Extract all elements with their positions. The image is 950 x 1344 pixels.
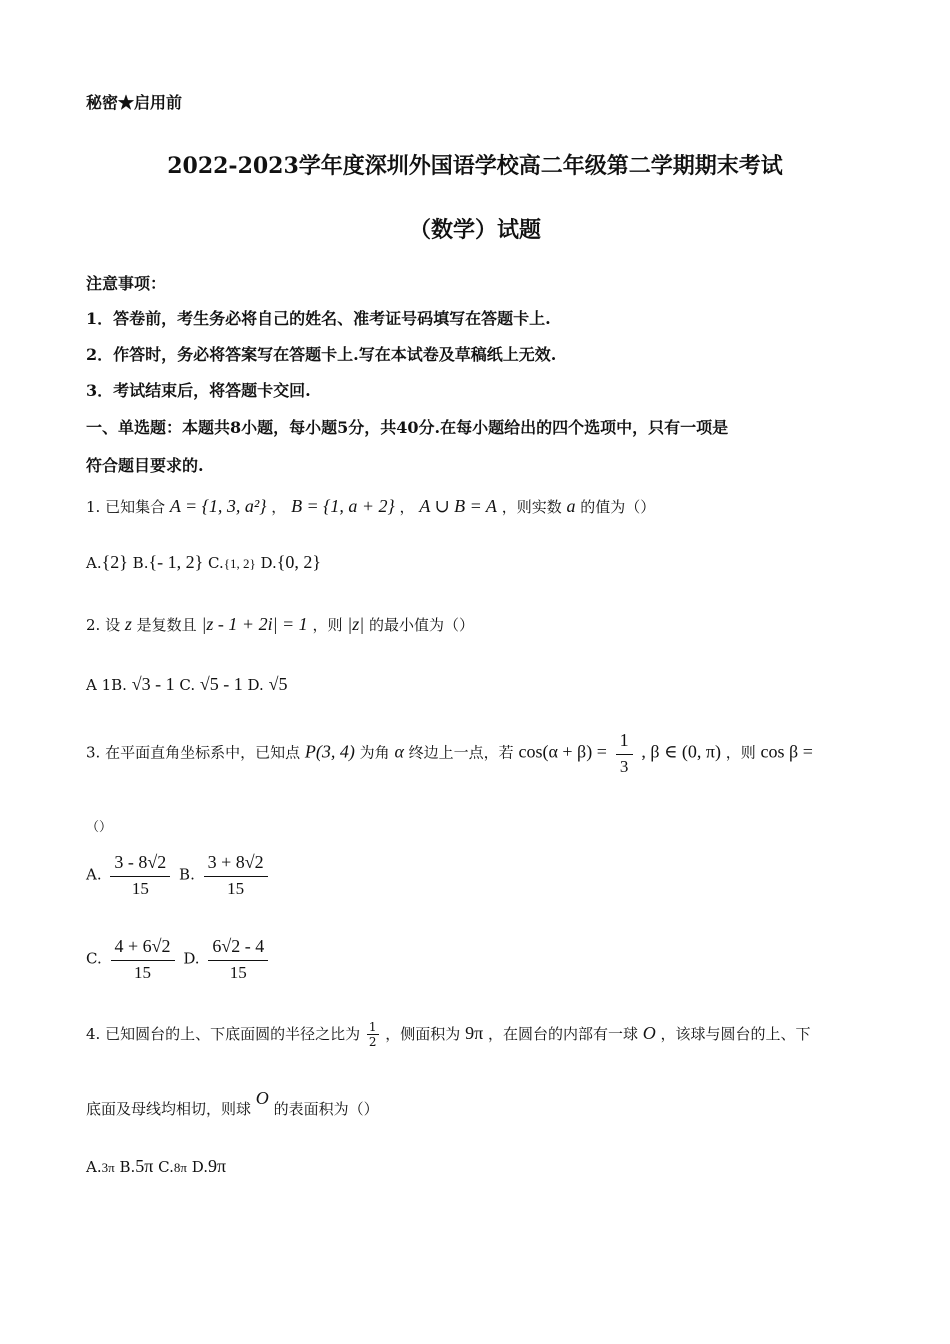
question-3: 3. 在平面直角坐标系中，已知点 P(3, 4) 为角 α 终边上一点，若 cos(α + β) = $\frac{1}{3}$ , β ∈ (0, π) ，则 cos β = <box>86 730 813 776</box>
section-heading: 一、单选题：本题共8小题，每小题5分，共40分.在每小题给出的四个选项中，只有一项是 <box>86 418 729 437</box>
question-1-options: A.{2} B.{- 1, 2} C.{1, 2} D.{0, 2} <box>86 552 322 572</box>
question-2: 2. 设 z 是复数且 |z - 1 + 2i| = 1 ，则 |z| 的最小值为（） <box>86 614 474 634</box>
note-item: 1．答卷前，考生务必将自己的姓名、准考证号码填写在答题卡上. <box>86 309 551 328</box>
question-3-options-ab: A. $\frac{3 - 8√2}{15}$ B. $\frac{3 + 8√2}{15}$ <box>86 852 272 899</box>
notes-heading: 注意事项： <box>86 274 167 293</box>
note-item: 3．考试结束后，将答题卡交回. <box>86 381 311 400</box>
question-2-options: A 1B. √3 - 1 C. √5 - 1 D. √5 <box>86 674 288 694</box>
question-4-options: A.3π B.5π C.8π D.9π <box>86 1156 227 1176</box>
exam-subtitle: （数学）试题 <box>408 217 541 243</box>
note-item: 2．作答时，务必将答案写在答题卡上.写在本试卷及草稿纸上无效. <box>86 345 557 364</box>
fraction-one-third: $\frac{1}{3}$ <box>616 730 633 777</box>
fraction-one-half: $\frac{1}{2}$ <box>368 1020 377 1050</box>
section-heading-cont: 符合题目要求的. <box>86 456 204 475</box>
question-4: 4. 已知圆台的上、下底面圆的半径之比为 $\frac{1}{2}$ ，侧面积为 9π ，在圆台的内部有一球 O ，该球与圆台的上、下 <box>86 1020 811 1050</box>
question-3-options-cd: C. $\frac{4 + 6√2}{15}$ D. $\frac{6√2 - 4}{15}$ <box>86 936 272 983</box>
exam-title: 2022-2023学年度深圳外国语学校高二年级第二学期期末考试 <box>167 153 783 179</box>
question-4-cont: 底面及母线均相切，则球 O 的表面积为（） <box>86 1088 379 1118</box>
question-3-blank: （） <box>86 820 113 835</box>
question-1: 1. 已知集合 A = {1, 3, a²} ， B = {1, a + 2} ， A ∪ B = A ，则实数 a 的值为（） <box>86 496 656 516</box>
secret-label: 秘密★启用前 <box>86 93 183 112</box>
